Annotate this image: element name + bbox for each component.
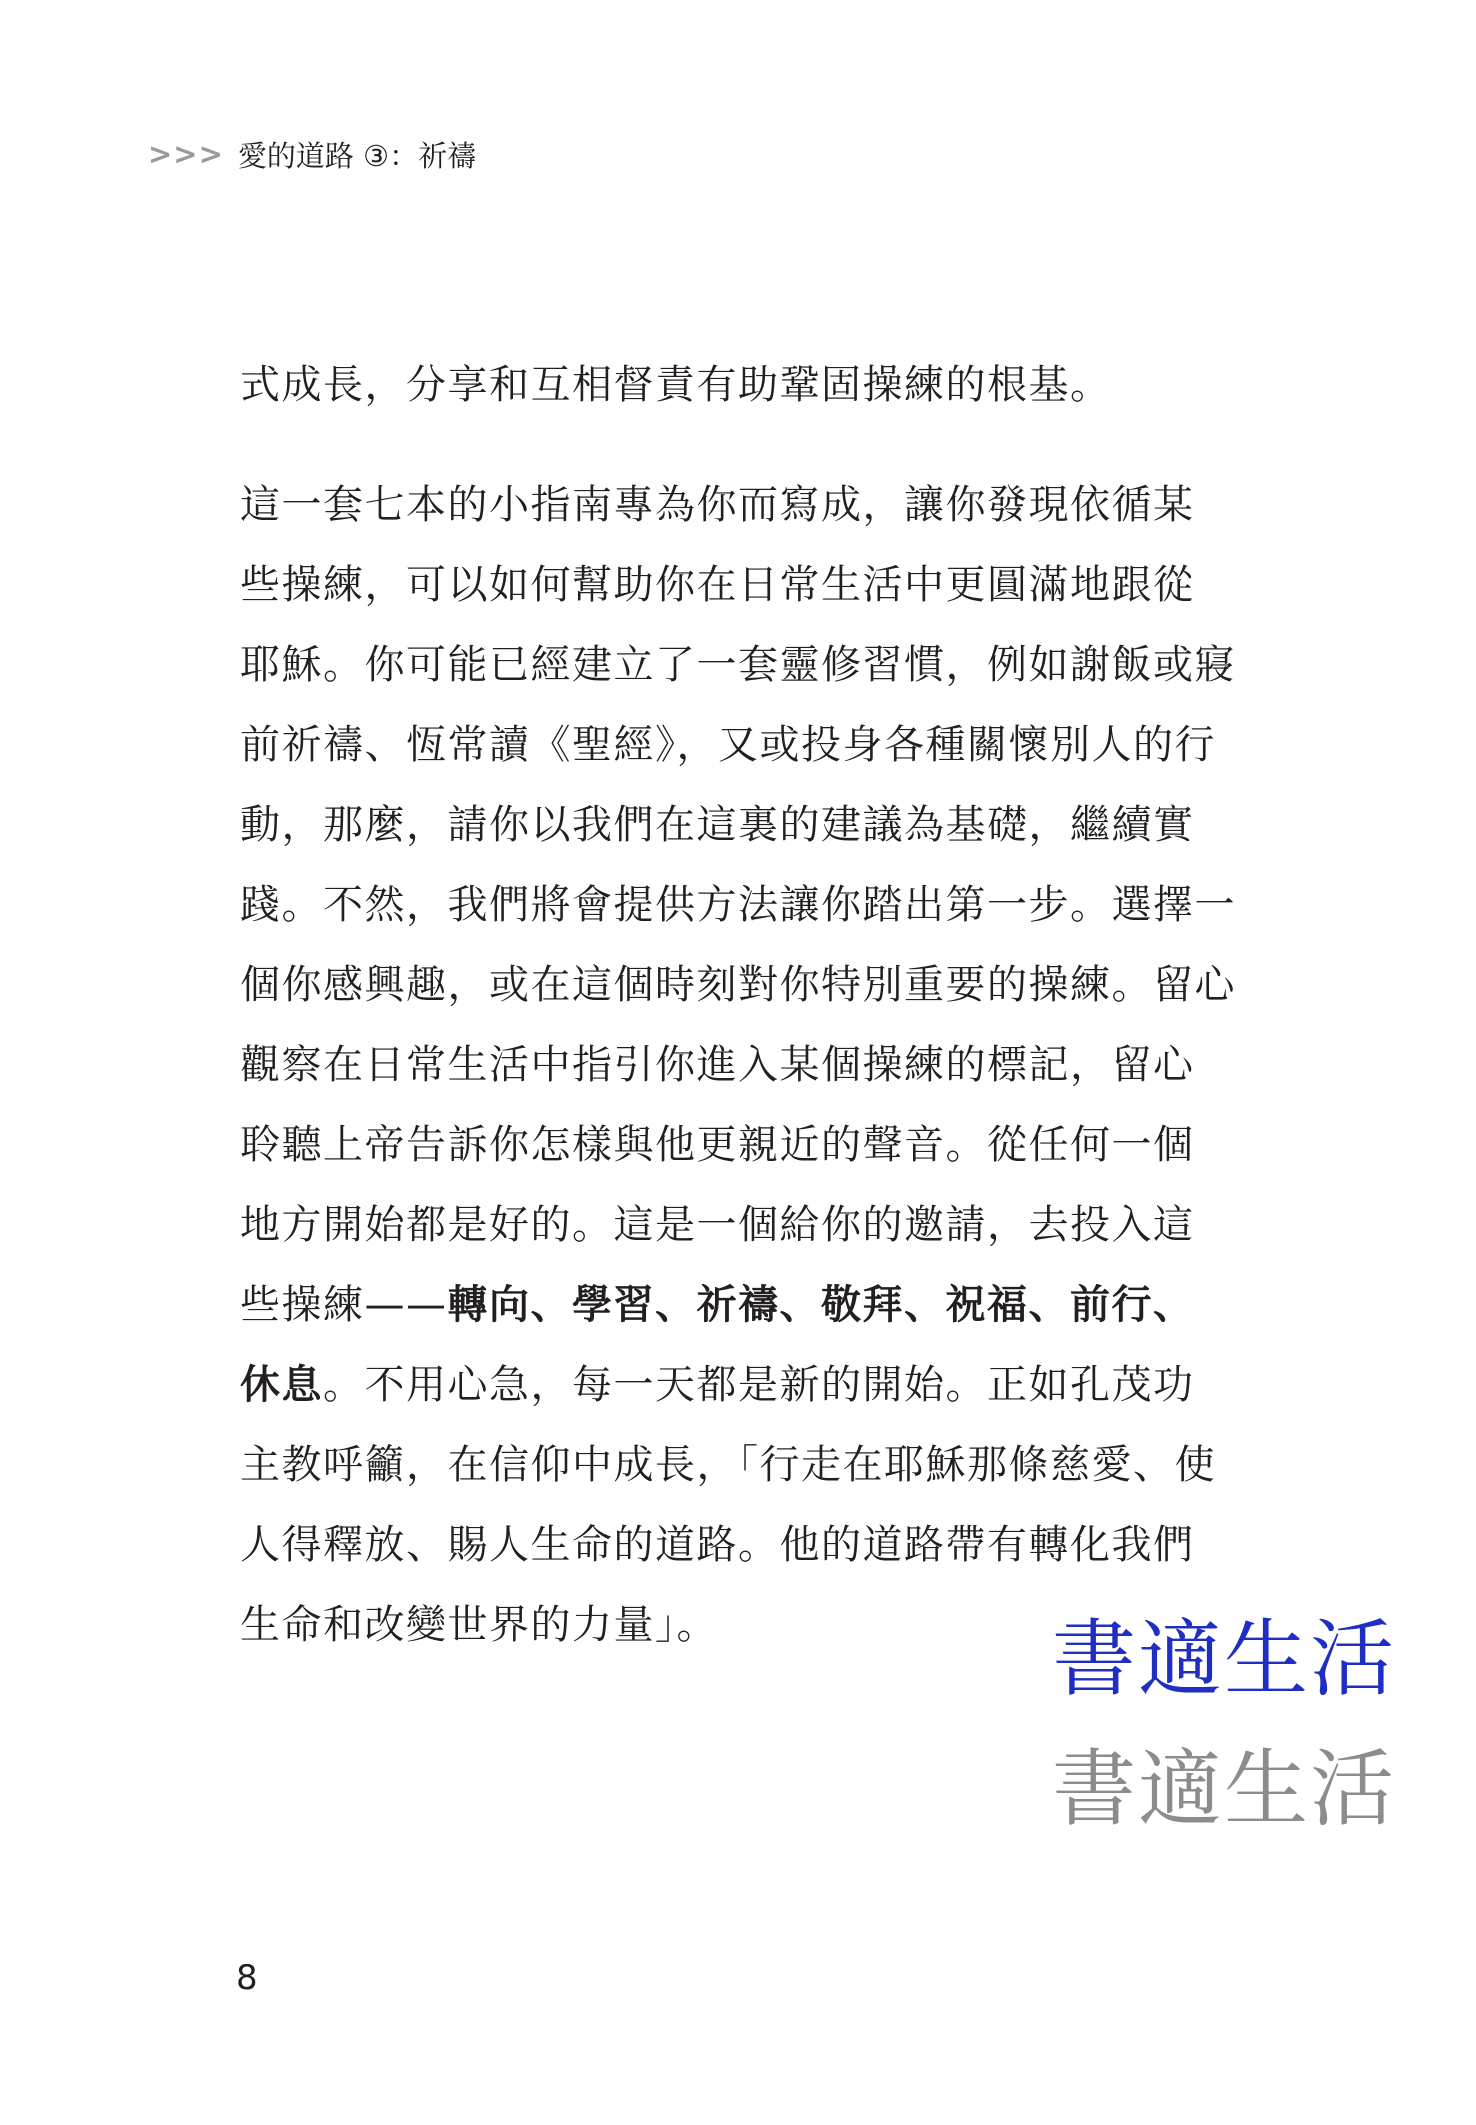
practices-intro: 些操練—— <box>240 1282 448 1328</box>
practice-rest: 休息 <box>240 1362 323 1408</box>
body-text <box>240 345 1236 1665</box>
text-line: 主教呼籲，在信仰中成長，「行走在耶穌那條慈愛、使 <box>240 1442 1216 1488</box>
watermark-blue: 書適生活 <box>1051 1610 1396 1708</box>
text-line: 個你感興趣，或在這個時刻對你特別重要的操練。留心 <box>240 962 1236 1008</box>
text-line: 踐。不然，我們將會提供方法讓你踏出第一步。選擇一 <box>240 882 1236 928</box>
text-line-rest <box>240 1345 1200 1425</box>
practices-list: 轉向、學習、祈禱、敬拜、祝福、前行、 <box>447 1282 1195 1328</box>
text-line: 這一套七本的小指南專為你而寫成，讓你發現依循某 <box>240 482 1195 528</box>
text-line: 耶穌。你可能已經建立了一套靈修習慣，例如謝飯或寢 <box>240 642 1236 688</box>
text-line: 動，那麼，請你以我們在這裏的建議為基礎，繼續實 <box>240 802 1195 848</box>
page-number: 8 <box>236 1958 258 1998</box>
text-line: 生命和改變世界的力量」。 <box>240 1602 718 1648</box>
running-header <box>148 132 476 176</box>
text-line-practices <box>240 1265 1200 1345</box>
header-title: 愛的道路 ③：祈禱 <box>237 138 477 173</box>
paragraph-break <box>240 425 1200 465</box>
watermark-gray: 書適生活 <box>1051 1740 1396 1838</box>
text-line: 觀察在日常生活中指引你進入某個操練的標記，留心 <box>240 1042 1195 1088</box>
text-line: 人得釋放、賜人生命的道路。他的道路帶有轉化我們 <box>240 1522 1195 1568</box>
text-line: 些操練，可以如何幫助你在日常生活中更圓滿地跟從 <box>240 562 1195 608</box>
text-line: 地方開始都是好的。這是一個給你的邀請，去投入這 <box>240 1202 1195 1248</box>
text-line: 前祈禱、恆常讀《聖經》，又或投身各種關懷別人的行 <box>240 722 1216 768</box>
text-line: 聆聽上帝告訴你怎樣與他更親近的聲音。從任何一個 <box>240 1122 1195 1168</box>
rest-continuation: 。不用心急，每一天都是新的開始。正如孔茂功 <box>323 1362 1195 1408</box>
text-line: 式成長，分享和互相督責有助鞏固操練的根基。 <box>240 362 1112 408</box>
header-arrows-icon: >>> <box>148 137 224 171</box>
